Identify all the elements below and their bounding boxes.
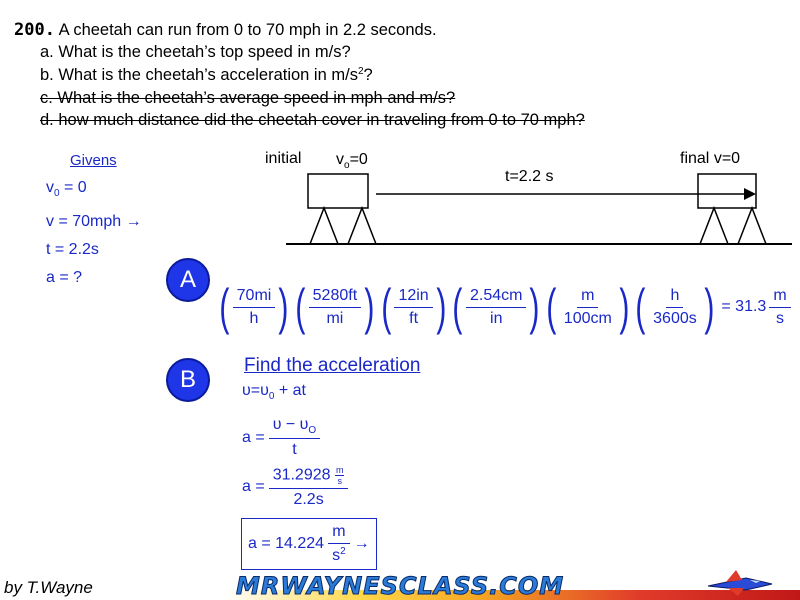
- conversion-factor: [449, 279, 543, 335]
- conversion-chain: [216, 279, 791, 335]
- part-b-question: b. What is the cheetah’s acceleration in $m/s^2$?: [40, 66, 373, 84]
- conversion-result: [721, 287, 790, 328]
- final-leg-right: [738, 208, 766, 244]
- paren-left: (: [635, 279, 646, 335]
- factor-fraction: [466, 287, 526, 328]
- part-c-question-struck: c. What is the cheetah’s average speed in mph and m/s?: [40, 89, 456, 107]
- factor-fraction: [649, 287, 701, 328]
- initial-box: [308, 174, 368, 208]
- factor-numerator: m: [577, 287, 598, 308]
- factor-fraction: [233, 287, 276, 328]
- result-value: = 31.3: [721, 298, 767, 315]
- problem-number: 200.: [14, 20, 55, 40]
- conversion-factor: [543, 279, 632, 335]
- part-d-question-struck: d. how much distance did the cheetah cover in traveling from 0 to 70 mph?: [40, 111, 585, 129]
- paren-right: ): [704, 279, 715, 335]
- conversion-factor: [216, 279, 292, 335]
- factor-denominator: 3600s: [653, 309, 697, 327]
- given-a: a = ?: [46, 269, 83, 286]
- paren-left: (: [452, 279, 463, 335]
- acceleration-substitution: a = 31.2928 $\frac{m}{s}$ 2.2s: [242, 465, 348, 509]
- find-acceleration-title: Find the acceleration: [244, 355, 421, 376]
- factor-denominator: h: [249, 309, 259, 327]
- badge-a: A: [166, 258, 210, 302]
- factor-fraction: [394, 287, 432, 328]
- paren-right: ): [619, 279, 630, 335]
- kinematic-equation: $\upsilon=\upsilon_0$ + at: [242, 382, 306, 402]
- factor-numerator: 12in: [394, 287, 432, 308]
- part-a-question: a. What is the cheetah’s top speed in m/s?: [40, 43, 351, 61]
- paren-right: ): [278, 279, 289, 335]
- factor-numerator: 5280ft: [309, 287, 361, 308]
- time-label: t=2.2 s: [505, 168, 554, 185]
- paren-left: (: [219, 279, 230, 335]
- result-unit-den: s: [775, 309, 784, 327]
- given-v: v = 70mph →: [46, 213, 142, 230]
- initial-leg-right: [348, 208, 376, 244]
- initial-leg-left: [310, 208, 338, 244]
- site-brand-link[interactable]: MRWAYNESCLASS.COM: [236, 572, 565, 600]
- author-credit: by T.Wayne: [4, 578, 93, 597]
- paren-left: (: [546, 279, 557, 335]
- factor-denominator: in: [490, 309, 503, 327]
- conversion-factor: [378, 279, 450, 335]
- acceleration-result-box: a = 14.224 $\frac{m}{s^2}$ →: [241, 518, 377, 570]
- paren-left: (: [295, 279, 306, 335]
- result-unit: [769, 287, 790, 328]
- initial-velocity-label: $v_o=0$: [336, 151, 368, 171]
- jet-logo-icon: [706, 568, 776, 598]
- initial-label: initial: [265, 150, 302, 167]
- badge-b: B: [166, 358, 210, 402]
- factor-numerator: 70mi: [233, 287, 276, 308]
- factor-numerator: h: [666, 287, 683, 308]
- result-unit-num: m: [769, 287, 790, 308]
- givens-panel: [46, 148, 142, 292]
- factor-numerator: 2.54cm: [466, 287, 526, 308]
- paren-left: (: [381, 279, 392, 335]
- final-leg-left: [700, 208, 728, 244]
- given-t: t = 2.2s: [46, 241, 99, 258]
- givens-title: Givens: [70, 152, 117, 169]
- problem-statement: [14, 20, 437, 40]
- factor-fraction: [309, 287, 361, 328]
- factor-denominator: 100cm: [563, 309, 612, 327]
- conversion-factor: [632, 279, 717, 335]
- final-label: final v=0: [680, 150, 741, 167]
- factor-denominator: ft: [409, 309, 419, 327]
- paren-right: ): [436, 279, 447, 335]
- factor-denominator: mi: [326, 309, 344, 327]
- paren-right: ): [529, 279, 540, 335]
- acceleration-formula: a = $\frac{\upsilon - \upsilon_O}{t}$: [242, 416, 320, 459]
- conversion-factor: [292, 279, 378, 335]
- paren-right: ): [364, 279, 375, 335]
- factor-fraction: [560, 287, 616, 328]
- problem-text: A cheetah can run from 0 to 70 mph in 2.2 seconds.: [58, 21, 437, 39]
- given-v0: $v_0 = 0$: [46, 179, 87, 199]
